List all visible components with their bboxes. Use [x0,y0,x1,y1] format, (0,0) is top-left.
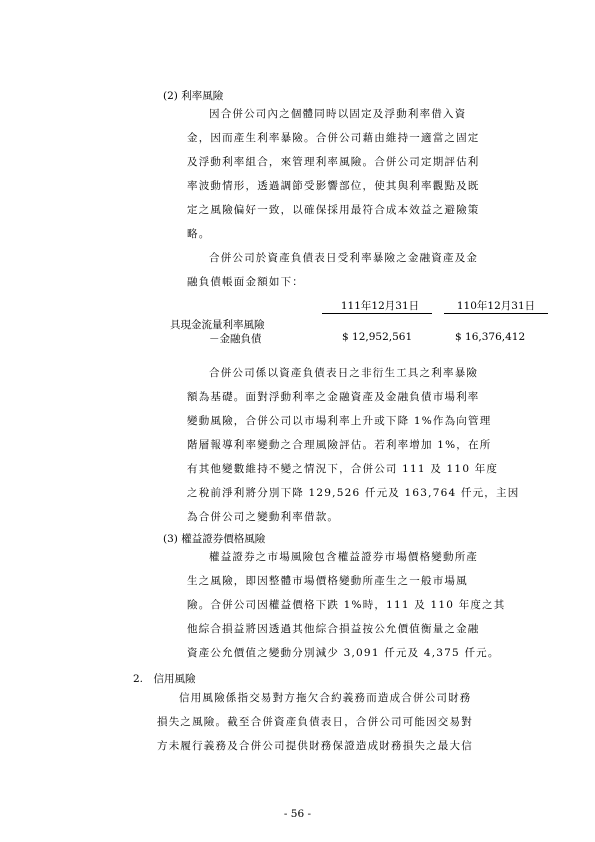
column-header-2021: 110年12月31日 [456,300,536,312]
text-line: 之稅前淨利將分別下降 129,526 仟元及 163,764 仟元，主因 [187,487,520,499]
page-number: - 56 - [283,808,312,820]
text-line: 損失之風險。截至合併資產負債表日，合併公司可能因交易對 [157,716,473,728]
text-line: 合併公司於資產負債表日受利率暴險之金融資產及金 [209,252,479,264]
text-line: 他綜合損益將因透過其他綜合損益按公允價值衡量之金融 [187,623,480,635]
text-line: 有其他變數維持不變之情況下，合併公司 111 及 110 年度 [187,463,499,475]
section-heading-credit-risk: 2. 信用風險 [133,673,196,685]
equity-price-paragraph [187,545,542,665]
text-line: 信用風險係指交易對方拖欠合約義務而造成合併公司財務 [179,692,472,704]
column-header-2022: 111年12月31日 [340,300,420,312]
row-group-label: 具現金流量利率風險 [170,319,265,331]
value-2021: $ 16,376,412 [455,331,526,343]
text-line: 為合併公司之變動利率借款。 [187,511,340,523]
text-line: 額為基礎。面對浮動利率之金融資產及金融負債市場利率 [187,391,480,403]
text-line: 因合併公司內之個體同時以固定及浮動利率借入資 [209,108,467,120]
text-line: 方未履行義務及合併公司提供財務保證造成財務損失之最大信 [157,740,473,752]
section-heading-equity-price-risk: (3) 權益證券價格風險 [163,533,266,545]
text-line: 金，因而產生利率暴險。合併公司藉由維持一適當之固定 [187,132,480,144]
column-header-rule [322,313,432,314]
text-line: 資產公允價值之變動分別減少 3,091 仟元及 4,375 仟元。 [187,647,500,659]
text-line: 融負債帳面金額如下： [187,276,304,288]
interest-rate-paragraph-2 [187,246,542,294]
text-line: 定之風險偏好一致，以確保採用最符合成本效益之避險策 [187,204,480,216]
row-item-label: －金融負債 [209,333,262,345]
credit-risk-paragraph [157,686,542,758]
text-line: 階層報導利率變動之合理風險評估。若利率增加 1%，在所 [187,439,492,451]
value-2022: $ 12,952,561 [342,331,413,343]
column-header-rule [444,313,548,314]
text-line: 合併公司係以資產負債表日之非衍生工具之利率暴險 [209,367,479,379]
text-line: 險。合併公司因權益價格下跌 1%時，111 及 110 年度之其 [187,599,506,611]
text-line: 及浮動利率組合，來管理利率風險。合併公司定期評估利 [187,156,480,168]
text-line: 變動風險，合併公司以市場利率上升或下降 1%作為向管理 [187,415,492,427]
interest-rate-paragraph-3 [187,361,542,529]
text-line: 率波動情形，透過調節受影響部位，使其與利率觀點及既 [187,180,480,192]
section-heading-interest-rate-risk: (2) 利率風險 [163,90,224,102]
interest-rate-paragraph-1 [187,102,542,246]
text-line: 權益證券之市場風險包含權益證券市場價格變動所產 [209,551,479,563]
text-line: 生之風險，即因整體市場價格變動所產生之一般市場風 [187,575,468,587]
text-line: 略。 [187,228,211,240]
